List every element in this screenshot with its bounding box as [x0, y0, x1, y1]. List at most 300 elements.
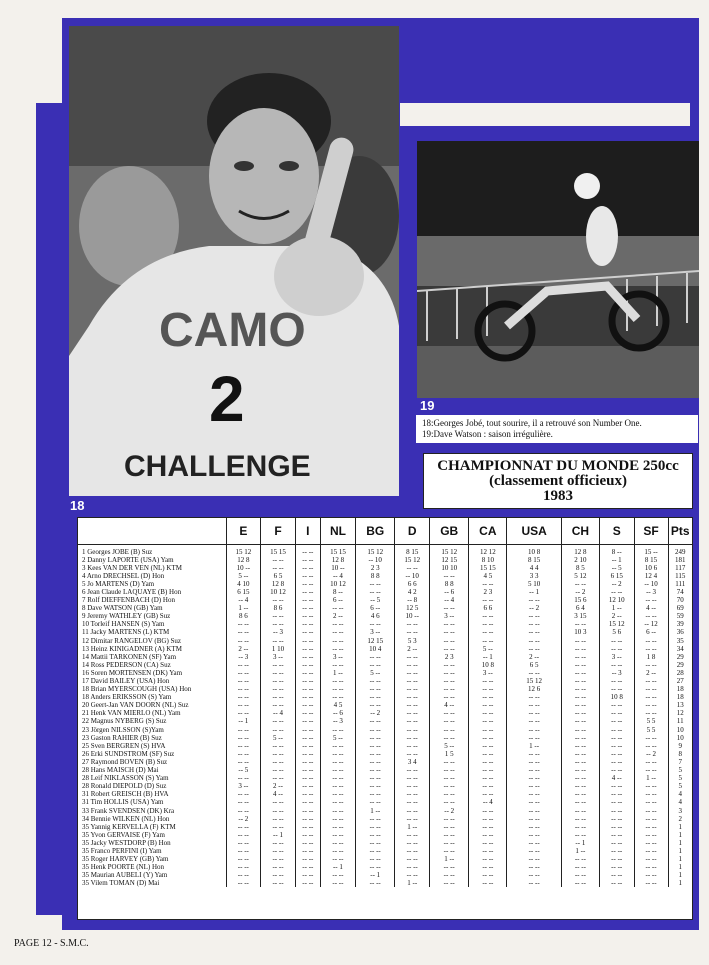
total-points: 1: [668, 879, 692, 887]
race-points-cell: -- --: [430, 677, 469, 685]
race-points-cell: 6 5: [261, 572, 296, 580]
race-points-cell: 2 --: [634, 669, 668, 677]
race-points-cell: -- --: [507, 612, 562, 620]
race-points-cell: -- --: [320, 871, 355, 879]
race-points-cell: -- --: [561, 879, 599, 887]
race-points-cell: 6 --: [320, 596, 355, 604]
race-points-cell: 1 --: [561, 847, 599, 855]
race-points-cell: -- --: [507, 863, 562, 871]
race-points-cell: -- --: [469, 742, 507, 750]
race-points-cell: -- --: [507, 855, 562, 863]
table-row: [78, 709, 692, 717]
total-points: 8: [668, 750, 692, 758]
race-points-cell: 1 --: [634, 774, 668, 782]
race-points-cell: -- --: [356, 855, 395, 863]
rider-name: 35 Yannig KERVELLA (F) KTM: [82, 822, 176, 831]
race-points-cell: -- --: [507, 774, 562, 782]
rider-name: 28 Leif NIKLASSON (S) Yam: [82, 774, 169, 783]
rider-name: 26 Erki SUNDSTROM (SF) Suz: [82, 749, 175, 758]
table-row: [78, 839, 692, 847]
total-points: 28: [668, 669, 692, 677]
race-points-cell: -- --: [261, 685, 296, 693]
jersey-number: 2: [209, 363, 245, 435]
rider-name: 34 Bennie WILKEN (NL) Hon: [82, 814, 170, 823]
race-points-cell: -- 2: [561, 588, 599, 596]
race-points-cell: -- --: [320, 855, 355, 863]
race-points-cell: -- --: [261, 807, 296, 815]
race-points-cell: -- --: [320, 677, 355, 685]
race-points-cell: -- --: [261, 701, 296, 709]
race-points-cell: -- --: [507, 693, 562, 701]
race-points-cell: -- --: [295, 709, 320, 717]
race-points-cell: -- --: [356, 620, 395, 628]
race-points-cell: -- --: [599, 717, 634, 725]
race-points-cell: -- --: [634, 879, 668, 887]
race-points-cell: -- --: [469, 620, 507, 628]
rider-name: 14 Ross PEDERSON (CA) Suz: [82, 660, 171, 669]
race-points-cell: 3 --: [261, 653, 296, 661]
race-points-cell: -- --: [599, 798, 634, 806]
race-points-cell: -- --: [561, 831, 599, 839]
race-points-cell: 4 6: [356, 612, 395, 620]
race-points-cell: -- --: [634, 612, 668, 620]
race-points-cell: -- --: [226, 798, 261, 806]
race-points-cell: -- --: [295, 604, 320, 612]
title-line-3: 1983: [543, 488, 573, 504]
standings-table-box: [77, 517, 693, 920]
race-points-cell: -- --: [295, 612, 320, 620]
race-points-cell: 10 --: [395, 612, 430, 620]
race-points-cell: -- --: [226, 742, 261, 750]
race-points-cell: 8 --: [599, 544, 634, 556]
table-row: [78, 604, 692, 612]
race-points-cell: 10 4: [356, 645, 395, 653]
race-points-cell: -- --: [261, 839, 296, 847]
race-points-cell: -- --: [320, 774, 355, 782]
race-points-cell: -- --: [320, 766, 355, 774]
table-header-row: [78, 518, 692, 544]
race-points-cell: -- --: [295, 798, 320, 806]
race-points-cell: -- --: [507, 620, 562, 628]
race-points-cell: 3 --: [356, 628, 395, 636]
race-points-cell: -- --: [395, 807, 430, 815]
race-points-cell: 4 --: [634, 604, 668, 612]
race-points-cell: -- --: [634, 596, 668, 604]
race-points-cell: -- --: [599, 879, 634, 887]
race-points-cell: -- --: [295, 863, 320, 871]
race-points-cell: 1 --: [507, 742, 562, 750]
race-points-cell: -- --: [261, 879, 296, 887]
race-points-cell: 6 5: [507, 661, 562, 669]
race-points-cell: -- --: [634, 742, 668, 750]
race-points-cell: 10 8: [599, 693, 634, 701]
race-points-cell: -- --: [430, 758, 469, 766]
race-points-cell: -- --: [634, 855, 668, 863]
race-points-cell: 2 --: [507, 653, 562, 661]
photo-number-19: 19: [420, 398, 435, 413]
race-points-cell: 4 10: [226, 580, 261, 588]
rider-name: 11 Jacky MARTENS (L) KTM: [82, 628, 170, 637]
table-row: [78, 620, 692, 628]
table-row: [78, 766, 692, 774]
race-points-cell: 8 5: [561, 564, 599, 572]
race-points-cell: -- --: [561, 758, 599, 766]
race-points-cell: -- 2: [356, 709, 395, 717]
race-points-cell: -- --: [395, 766, 430, 774]
race-points-cell: 6 15: [226, 588, 261, 596]
race-points-cell: -- --: [469, 750, 507, 758]
race-points-cell: 5 --: [430, 742, 469, 750]
race-points-cell: 15 12: [395, 556, 430, 564]
race-points-cell: -- --: [356, 774, 395, 782]
race-points-cell: -- --: [561, 717, 599, 725]
race-points-cell: -- --: [395, 564, 430, 572]
total-points: 1: [668, 831, 692, 839]
table-row: [78, 871, 692, 879]
race-points-cell: 5 12: [561, 572, 599, 580]
race-points-cell: 10 3: [561, 628, 599, 636]
race-points-cell: -- --: [356, 839, 395, 847]
rider-name: 21 Henk VAN MIERLO (NL) Yam: [82, 709, 181, 718]
race-points-cell: 15 12: [226, 544, 261, 556]
race-points-cell: -- --: [295, 847, 320, 855]
rider-name: 7 Rolf DIEFFENBACH (D) Hon: [82, 596, 175, 605]
race-points-cell: -- --: [261, 815, 296, 823]
total-points: 9: [668, 742, 692, 750]
race-points-cell: -- --: [507, 645, 562, 653]
race-points-cell: -- --: [469, 839, 507, 847]
race-points-cell: 3 --: [320, 653, 355, 661]
header-ca: CA: [469, 518, 507, 544]
photo-number-18: 18: [70, 498, 85, 513]
race-points-cell: 2 --: [599, 612, 634, 620]
race-points-cell: -- --: [226, 839, 261, 847]
header-usa: USA: [507, 518, 562, 544]
caption-19: 19:Dave Watson : saison irrégulière.: [422, 429, 553, 439]
rider-name: 35 Henk POORTE (NL) Hon: [82, 863, 165, 872]
race-points-cell: -- --: [395, 685, 430, 693]
race-points-cell: -- --: [226, 871, 261, 879]
header-gb: GB: [430, 518, 469, 544]
table-row: [78, 685, 692, 693]
total-points: 34: [668, 645, 692, 653]
total-points: 36: [668, 628, 692, 636]
total-points: 27: [668, 677, 692, 685]
race-points-cell: 5 5: [634, 726, 668, 734]
race-points-cell: -- 5: [599, 564, 634, 572]
race-points-cell: 2 --: [320, 612, 355, 620]
table-row: [78, 831, 692, 839]
race-points-cell: -- --: [469, 807, 507, 815]
race-points-cell: -- --: [295, 580, 320, 588]
race-points-cell: -- --: [430, 823, 469, 831]
total-points: 74: [668, 588, 692, 596]
race-points-cell: -- --: [507, 717, 562, 725]
race-points-cell: 6 6: [395, 580, 430, 588]
race-points-cell: 3 --: [226, 782, 261, 790]
table-row: [78, 758, 692, 766]
race-points-cell: -- --: [561, 871, 599, 879]
race-points-cell: 10 12: [320, 580, 355, 588]
race-points-cell: 15 15: [469, 564, 507, 572]
total-points: 1: [668, 855, 692, 863]
rider-name: 4 Arno DRECHSEL (D) Hon: [82, 571, 165, 580]
race-points-cell: -- --: [356, 701, 395, 709]
race-points-cell: -- --: [599, 855, 634, 863]
total-points: 111: [668, 580, 692, 588]
race-points-cell: -- --: [395, 855, 430, 863]
race-points-cell: 12 8: [320, 556, 355, 564]
table-row: [78, 863, 692, 871]
race-points-cell: -- 10: [395, 572, 430, 580]
race-points-cell: -- --: [507, 823, 562, 831]
race-points-cell: -- --: [261, 677, 296, 685]
race-points-cell: -- --: [634, 863, 668, 871]
race-points-cell: -- --: [356, 758, 395, 766]
race-points-cell: -- --: [599, 807, 634, 815]
race-points-cell: -- --: [599, 839, 634, 847]
race-points-cell: 15 12: [430, 544, 469, 556]
table-row: [78, 847, 692, 855]
header-pts: Pts: [668, 518, 692, 544]
white-band: [400, 103, 690, 126]
race-points-cell: -- --: [430, 661, 469, 669]
race-points-cell: -- 4: [469, 798, 507, 806]
race-points-cell: -- --: [469, 774, 507, 782]
race-points-cell: -- --: [395, 839, 430, 847]
race-points-cell: -- --: [295, 734, 320, 742]
race-points-cell: -- --: [507, 807, 562, 815]
race-points-cell: -- --: [430, 604, 469, 612]
race-points-cell: 15 12: [507, 677, 562, 685]
race-points-cell: -- 1: [356, 871, 395, 879]
race-points-cell: -- --: [561, 709, 599, 717]
race-points-cell: -- --: [599, 726, 634, 734]
rider-name: 35 Franco PERFINI (I) Yam: [82, 846, 162, 855]
race-points-cell: -- 2: [226, 815, 261, 823]
race-points-cell: 3 15: [561, 612, 599, 620]
race-points-cell: -- --: [469, 831, 507, 839]
table-row: [78, 637, 692, 645]
race-points-cell: 10 8: [469, 661, 507, 669]
race-points-cell: -- --: [295, 774, 320, 782]
race-points-cell: -- 4: [320, 572, 355, 580]
race-points-cell: 8 --: [320, 588, 355, 596]
total-points: 115: [668, 572, 692, 580]
race-points-cell: -- --: [295, 556, 320, 564]
race-points-cell: -- --: [507, 879, 562, 887]
race-points-cell: -- --: [295, 653, 320, 661]
standings-table: [78, 518, 692, 887]
race-points-cell: -- --: [599, 823, 634, 831]
race-points-cell: -- --: [356, 588, 395, 596]
rider-name: 22 Magnus NYBERG (S) Suz: [82, 717, 167, 726]
race-points-cell: -- --: [320, 645, 355, 653]
race-points-cell: -- --: [261, 669, 296, 677]
race-points-cell: 1 --: [599, 604, 634, 612]
race-points-cell: -- --: [261, 637, 296, 645]
race-points-cell: -- --: [261, 863, 296, 871]
race-points-cell: -- --: [561, 677, 599, 685]
race-points-cell: -- --: [469, 863, 507, 871]
race-points-cell: -- --: [356, 766, 395, 774]
race-points-cell: -- 6: [320, 709, 355, 717]
header-rider: [78, 518, 226, 544]
race-points-cell: -- --: [320, 750, 355, 758]
race-points-cell: -- --: [356, 863, 395, 871]
race-points-cell: 4 --: [261, 790, 296, 798]
race-points-cell: -- 6: [430, 588, 469, 596]
race-points-cell: -- --: [295, 645, 320, 653]
race-points-cell: -- --: [261, 758, 296, 766]
race-points-cell: -- --: [430, 871, 469, 879]
race-points-cell: -- --: [295, 823, 320, 831]
race-points-cell: -- --: [356, 790, 395, 798]
race-points-cell: -- --: [395, 782, 430, 790]
rider-name: 18 Brian MYERSCOUGH (USA) Hon: [82, 685, 192, 694]
total-points: 1: [668, 847, 692, 855]
race-points-cell: -- --: [320, 831, 355, 839]
race-points-cell: -- --: [295, 596, 320, 604]
race-points-cell: -- --: [599, 701, 634, 709]
photo-motocross-action: [417, 141, 699, 398]
race-points-cell: -- --: [561, 766, 599, 774]
race-points-cell: -- --: [261, 750, 296, 758]
rider-name: 1 Georges JOBE (B) Suz: [82, 547, 153, 556]
race-points-cell: 12 8: [561, 544, 599, 556]
photo-rider-portrait: [69, 26, 399, 496]
race-points-cell: 5 6: [599, 628, 634, 636]
race-points-cell: -- --: [226, 726, 261, 734]
race-points-cell: -- --: [561, 863, 599, 871]
race-points-cell: -- --: [295, 701, 320, 709]
race-points-cell: -- --: [561, 782, 599, 790]
race-points-cell: 5 --: [320, 734, 355, 742]
race-points-cell: -- --: [395, 677, 430, 685]
race-points-cell: 12 15: [356, 637, 395, 645]
race-points-cell: 1 --: [356, 807, 395, 815]
race-points-cell: 10 8: [507, 544, 562, 556]
race-points-cell: -- --: [469, 701, 507, 709]
race-points-cell: -- --: [469, 815, 507, 823]
race-points-cell: -- 8: [395, 596, 430, 604]
table-row: [78, 855, 692, 863]
race-points-cell: -- 2: [599, 580, 634, 588]
race-points-cell: -- --: [395, 831, 430, 839]
race-points-cell: -- --: [561, 701, 599, 709]
race-points-cell: 4 2: [395, 588, 430, 596]
race-points-cell: -- --: [599, 758, 634, 766]
race-points-cell: -- --: [395, 734, 430, 742]
race-points-cell: 4 --: [599, 774, 634, 782]
race-points-cell: -- --: [507, 726, 562, 734]
race-points-cell: -- --: [507, 758, 562, 766]
total-points: 11: [668, 717, 692, 725]
race-points-cell: -- 2: [507, 604, 562, 612]
race-points-cell: -- 1: [226, 717, 261, 725]
race-points-cell: -- --: [226, 831, 261, 839]
title-line-2: (classement officieux): [489, 473, 627, 489]
race-points-cell: -- --: [507, 701, 562, 709]
rider-name: 17 David BAILEY (USA) Hon: [82, 677, 170, 685]
race-points-cell: -- --: [430, 831, 469, 839]
race-points-cell: -- --: [430, 782, 469, 790]
table-row: [78, 798, 692, 806]
race-points-cell: -- --: [599, 790, 634, 798]
race-points-cell: -- 3: [599, 669, 634, 677]
race-points-cell: -- --: [295, 564, 320, 572]
race-points-cell: -- --: [634, 807, 668, 815]
race-points-cell: -- --: [226, 669, 261, 677]
race-points-cell: -- --: [469, 580, 507, 588]
race-points-cell: -- --: [261, 742, 296, 750]
table-row: [78, 596, 692, 604]
race-points-cell: -- --: [469, 734, 507, 742]
table-row: [78, 807, 692, 815]
race-points-cell: -- --: [599, 661, 634, 669]
race-points-cell: 12 15: [430, 556, 469, 564]
championship-title: [423, 453, 693, 509]
rider-name: 35 Maurian AUBELI (Y) Yam: [82, 871, 168, 880]
race-points-cell: -- --: [469, 790, 507, 798]
race-points-cell: -- --: [320, 661, 355, 669]
race-points-cell: -- --: [430, 628, 469, 636]
race-points-cell: 12 5: [395, 604, 430, 612]
table-row: [78, 750, 692, 758]
race-points-cell: 4 --: [430, 701, 469, 709]
race-points-cell: -- --: [395, 815, 430, 823]
table-row: [78, 544, 692, 556]
header-f: F: [261, 518, 296, 544]
race-points-cell: -- --: [356, 685, 395, 693]
table-row: [78, 588, 692, 596]
race-points-cell: 2 10: [561, 556, 599, 564]
race-points-cell: -- --: [561, 823, 599, 831]
race-points-cell: -- --: [561, 669, 599, 677]
race-points-cell: -- --: [261, 564, 296, 572]
race-points-cell: -- --: [430, 717, 469, 725]
race-points-cell: -- --: [561, 790, 599, 798]
rider-name: 33 Frank SVENDSEN (DK) Kra: [82, 806, 175, 815]
header-nl: NL: [320, 518, 355, 544]
rider-name: 27 Raymond BOVEN (B) Suz: [82, 757, 168, 766]
table-row: [78, 693, 692, 701]
rider-name: 25 Sven BERGREN (S) HVA: [82, 741, 166, 750]
jersey-challenge-text: CHALLENGE: [124, 450, 311, 483]
race-points-cell: 1 --: [430, 855, 469, 863]
race-points-cell: -- 5: [356, 596, 395, 604]
race-points-cell: -- --: [507, 669, 562, 677]
race-points-cell: -- --: [226, 637, 261, 645]
race-points-cell: 10 --: [320, 564, 355, 572]
race-points-cell: -- --: [469, 677, 507, 685]
photo-captions: [416, 415, 698, 443]
total-points: 1: [668, 871, 692, 879]
race-points-cell: 5 --: [356, 669, 395, 677]
total-points: 181: [668, 556, 692, 564]
race-points-cell: -- --: [395, 661, 430, 669]
race-points-cell: -- --: [226, 620, 261, 628]
race-points-cell: -- 1: [320, 863, 355, 871]
race-points-cell: -- --: [469, 855, 507, 863]
table-row: [78, 782, 692, 790]
race-points-cell: -- --: [634, 790, 668, 798]
race-points-cell: -- --: [226, 863, 261, 871]
total-points: 35: [668, 637, 692, 645]
race-points-cell: -- --: [634, 693, 668, 701]
race-points-cell: -- --: [599, 871, 634, 879]
race-points-cell: -- --: [320, 693, 355, 701]
